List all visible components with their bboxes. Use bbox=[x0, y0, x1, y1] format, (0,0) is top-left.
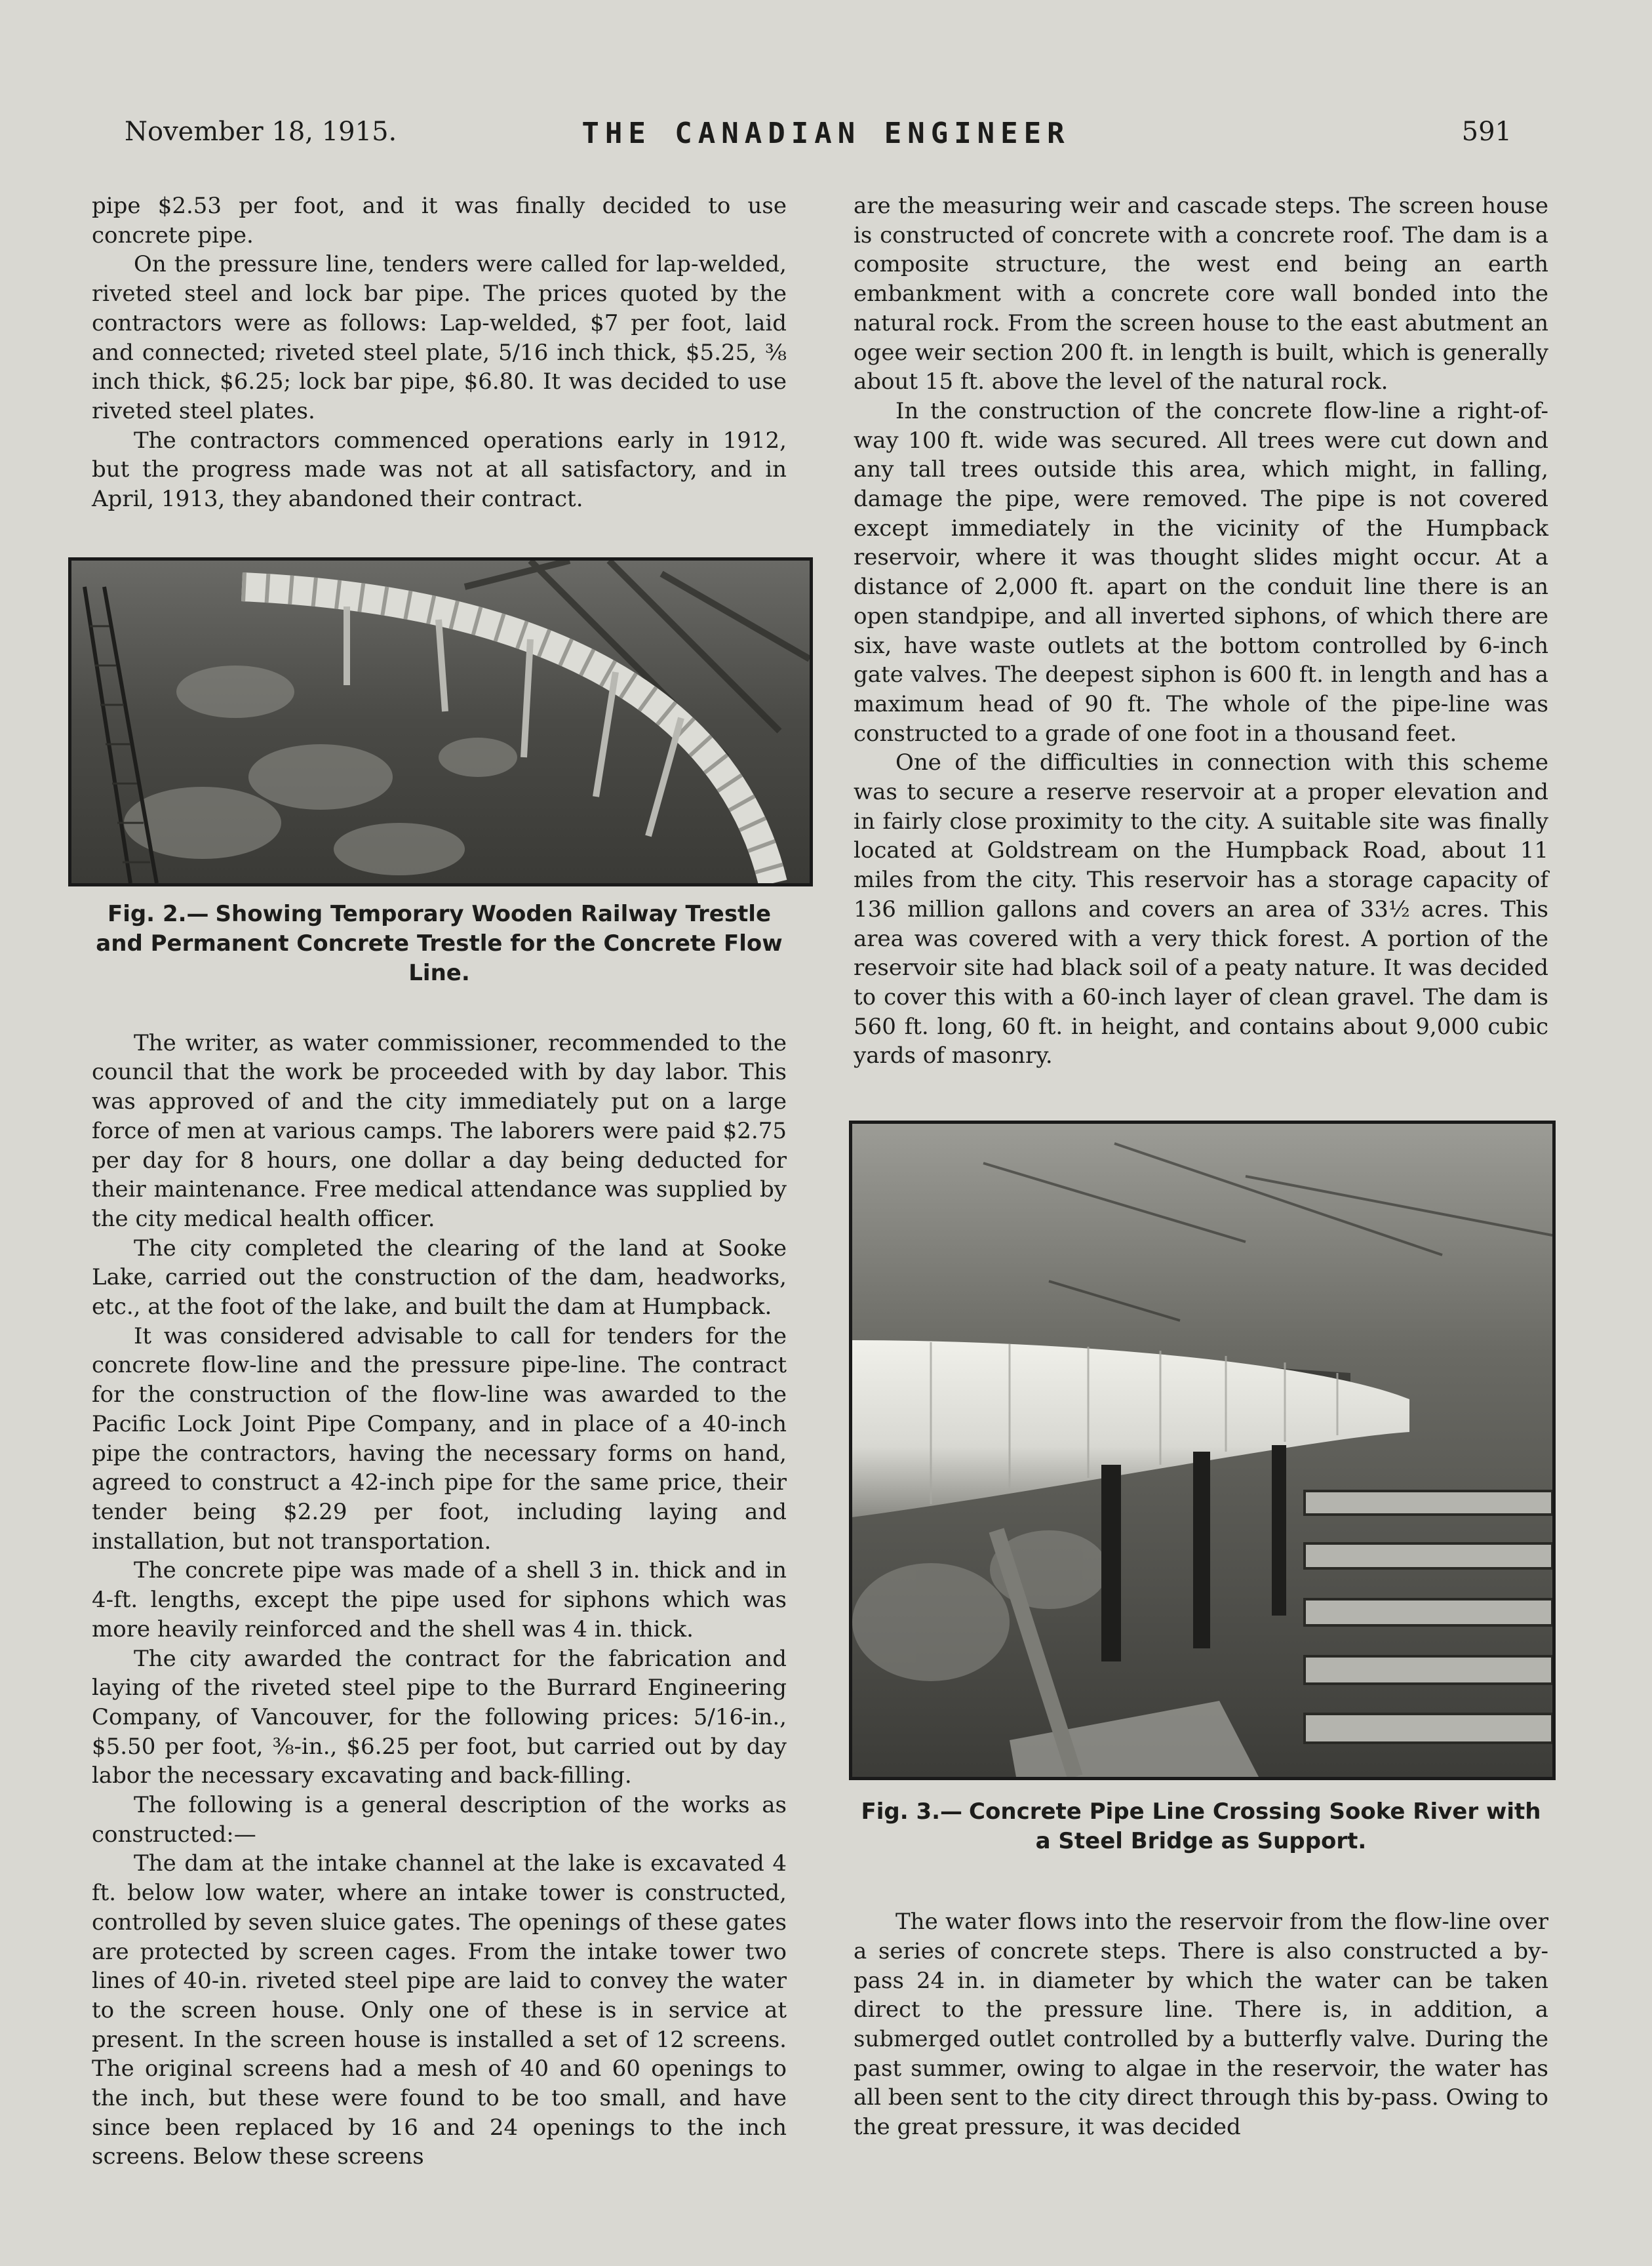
trestle-photo bbox=[68, 557, 813, 886]
paragraph: On the pressure line, tenders were called for lap-welded, riveted steel and lock bar pipe. The prices quoted by the contractors were as follows: Lap-welded, $7 per foot, laid and connected; riveted steel plate, 5/16 inch thick, $5.25, ⅜ inch thick, $6.25; lock bar pipe, $6.80. It was decided to use riveted steel plates. bbox=[92, 251, 787, 424]
figure-3 bbox=[854, 1121, 1548, 1856]
pipe-bridge-photo-image bbox=[852, 1124, 1552, 1777]
paragraph: The city completed the clearing of the land at Sooke Lake, carried out the construction of the dam, headworks, etc., at the foot of the lake, and built the dam at Humpback. bbox=[92, 1235, 787, 1321]
issue-date: November 18, 1915. bbox=[125, 117, 397, 147]
running-header bbox=[0, 117, 1652, 156]
figure-2-caption-text: Showing Temporary Wooden Railway Trestle and Permanent Concrete Trestle for the Concrete Flow Line. bbox=[96, 900, 783, 986]
figure-2 bbox=[92, 557, 787, 988]
paragraph: In the construction of the concrete flow-line a right-of-way 100 ft. wide was secured. All trees were cut down and any tall trees outside this area, which might, in falling, damage the pipe, were removed. The pipe is not covered except immediately in the vicinity of the Humpback reservoir, where it was thought slides might occur. At a distance of 2,000 ft. apart on the conduit line there is an open standpipe, and all inverted siphons, of which there are six, have waste outlets at the bottom controlled by 6-inch gate valves. The deepest siphon is 600 ft. in length and has a maximum head of 90 ft. The whole of the pipe-line was constructed to a grade of one foot in a thousand feet. bbox=[854, 397, 1548, 747]
paragraph: The contractors commenced operations early in 1912, but the progress made was not at all satisfactory, and in April, 1913, they abandoned their contract. bbox=[92, 427, 787, 513]
pipe-bridge-photo bbox=[849, 1121, 1556, 1780]
figure-3-label: Fig. 3.— bbox=[861, 1799, 963, 1825]
figure-3-caption-text: Concrete Pipe Line Crossing Sooke River with a Steel Bridge as Support. bbox=[969, 1799, 1541, 1855]
paragraph: The water flows into the reservoir from the flow-line over a series of concrete steps. There is also constructed a by-pass 24 in. in diameter by which the water can be taken direct to the pressure line. There is, in addition, a submerged outlet controlled by a butterfly valve. During the past summer, owing to algae in the reservoir, the water has all been sent to the city direct through this by-pass. Owing to the great pressure, it was decided bbox=[854, 1909, 1548, 2141]
right-column bbox=[854, 191, 1548, 2142]
paragraph: are the measuring weir and cascade steps. The screen house is constructed of concrete with a concrete roof. The dam is a composite structure, the west end being an earth embankment with a concrete core wall bonded into the natural rock. From the screen house to the east abutment an ogee weir section 200 ft. in length is built, which is generally about 15 ft. above the level of the natural rock. bbox=[854, 193, 1548, 395]
paragraph: The following is a general description of the works as constructed:— bbox=[92, 1792, 787, 1848]
journal-title: THE CANADIAN ENGINEER bbox=[581, 117, 1071, 150]
paragraph: The concrete pipe was made of a shell 3 in. thick and in 4-ft. lengths, except the pipe used for siphons which was more heavily reinforced and the shell was 4 in. thick. bbox=[92, 1557, 787, 1642]
figure-3-caption bbox=[854, 1797, 1548, 1856]
figure-2-caption bbox=[92, 900, 787, 988]
left-column bbox=[92, 191, 787, 2172]
paragraph: The writer, as water commissioner, recommended to the council that the work be proceeded with by day labor. This was approved of and the city immediately put on a large force of men at various camps. The laborers were paid $2.75 per day for 8 hours, one dollar a day being deducted for their maintenance. Free medical attendance was supplied by the city medical health officer. bbox=[92, 1029, 787, 1232]
paragraph: The city awarded the contract for the fabrication and laying of the riveted steel pipe to the Burrard Engineering Company, of Vancouver, for the following prices: 5/16-in., $5.50 per foot, ⅜-in., $6.25 per foot, but carried out by day labor the necessary excavating and back-filling. bbox=[92, 1645, 787, 1789]
figure-2-label: Fig. 2.— bbox=[107, 900, 209, 927]
page-number: 591 bbox=[1461, 117, 1512, 147]
paragraph: It was considered advisable to call for tenders for the concrete flow-line and the pressure pipe-line. The contract for the construction of the flow-line was awarded to the Pacific Lock Joint Pipe Company, and in place of a 40-inch pipe the contractors, having the necessary forms on hand, agreed to construct a 42-inch pipe for the same price, their tender being $2.29 per foot, including laying and installation, but not transportation. bbox=[92, 1322, 787, 1555]
paragraph: The dam at the intake channel at the lake is excavated 4 ft. below low water, where an intake tower is constructed, controlled by seven sluice gates. The openings of these gates are protected by screen cages. From the intake tower two lines of 40-in. riveted steel pipe are laid to convey the water to the screen house. Only one of these is in service at present. In the screen house is installed a set of 12 screens. The original screens had a mesh of 40 and 60 openings to the inch, but these were found to be too small, and have since been replaced by 16 and 24 openings to the inch screens. Below these screens bbox=[92, 1850, 787, 2170]
paragraph: One of the difficulties in connection with this scheme was to secure a reserve reservoir at a proper elevation and in fairly close proximity to the city. A suitable site was finally located at Goldstream on the Humpback Road, about 11 miles from the city. This reservoir has a storage capacity of 136 million gallons and covers an area of 33½ acres. This area was covered with a very thick forest. A portion of the reservoir site had black soil of a peaty nature. It was decided to cover this with a 60-inch layer of clean gravel. The dam is 560 ft. long, 60 ft. in height, and contains about 9,000 cubic yards of masonry. bbox=[854, 749, 1548, 1069]
paragraph: pipe $2.53 per foot, and it was finally decided to use concrete pipe. bbox=[92, 193, 787, 248]
trestle-photo-image bbox=[71, 561, 810, 883]
